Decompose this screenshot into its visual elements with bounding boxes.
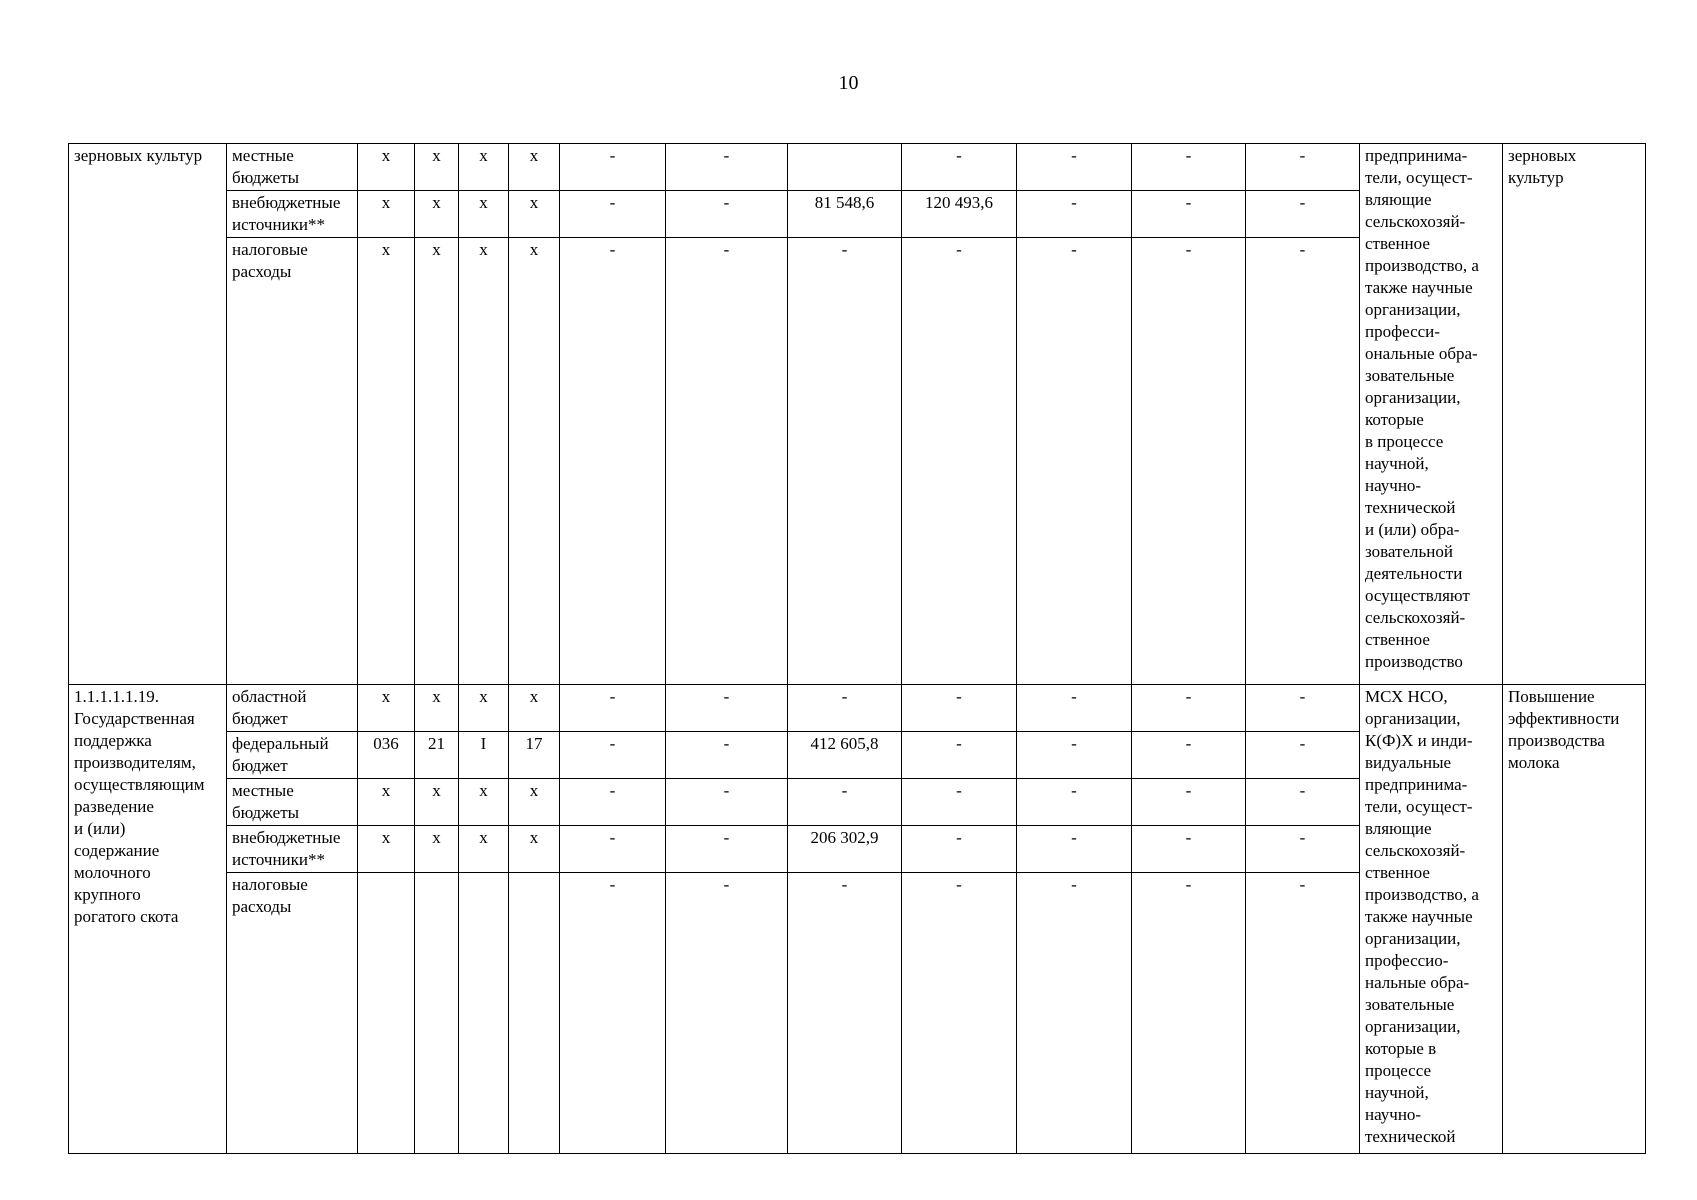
- budget-code-cell: 036: [358, 732, 415, 779]
- funding-value-cell: -: [560, 826, 666, 873]
- funding-value-cell: -: [1132, 826, 1246, 873]
- funding-source-cell: областной бюджет: [227, 685, 358, 732]
- program-table: [68, 143, 1646, 1154]
- budget-code-cell: x: [415, 779, 459, 826]
- executors-cell: предпринима- тели, осущест- вляющие сельскохозяй- ственное производство, а также научные организации, професси- ональные обра- зовательные организации, которые в процессе научной, научно- технической и (или) обра- зовательной деятельности осуществляют сельскохозяй- ственное производство: [1360, 144, 1503, 685]
- budget-code-cell: 17: [509, 732, 560, 779]
- table-body: [69, 144, 1646, 1154]
- budget-code-cell: x: [415, 685, 459, 732]
- funding-value-cell: -: [1132, 873, 1246, 1154]
- budget-code-cell: x: [509, 826, 560, 873]
- budget-code-cell: x: [459, 238, 509, 685]
- funding-value-cell: -: [902, 238, 1017, 685]
- budget-code-cell: x: [459, 191, 509, 238]
- table-row: [69, 144, 1646, 191]
- funding-value-cell: -: [1017, 873, 1132, 1154]
- funding-value-cell: -: [666, 191, 788, 238]
- funding-value-cell: -: [1246, 873, 1360, 1154]
- budget-code-cell: I: [459, 732, 509, 779]
- funding-value-cell: -: [1132, 238, 1246, 685]
- budget-code-cell: [358, 873, 415, 1154]
- funding-value-cell: -: [1246, 732, 1360, 779]
- budget-code-cell: 21: [415, 732, 459, 779]
- budget-code-cell: x: [358, 685, 415, 732]
- funding-value-cell: -: [788, 779, 902, 826]
- budget-code-cell: x: [509, 238, 560, 685]
- table-row: [69, 685, 1646, 732]
- page-number: 10: [838, 72, 859, 94]
- funding-value-cell: -: [560, 732, 666, 779]
- funding-value-cell: -: [560, 685, 666, 732]
- executors-cell: МСХ НСО, организации, К(Ф)Х и инди- видуальные предпринима- тели, осущест- вляющие сельскохозяй- ственное производство, а также научные организации, профессио- нальные обра- зовательные организации, которые в процессе научной, научно- технической: [1360, 685, 1503, 1154]
- funding-value-cell: -: [1246, 191, 1360, 238]
- funding-source-cell: налоговые расходы: [227, 873, 358, 1154]
- budget-code-cell: x: [509, 685, 560, 732]
- funding-value-cell: -: [666, 685, 788, 732]
- funding-value-cell: -: [1246, 685, 1360, 732]
- funding-value-cell: -: [1132, 191, 1246, 238]
- expected-result-cell: зерновых культур: [1503, 144, 1646, 685]
- funding-value-cell: -: [666, 238, 788, 685]
- budget-code-cell: x: [459, 779, 509, 826]
- budget-code-cell: x: [358, 191, 415, 238]
- funding-value-cell: -: [1017, 144, 1132, 191]
- funding-source-cell: местные бюджеты: [227, 779, 358, 826]
- funding-source-cell: федеральный бюджет: [227, 732, 358, 779]
- budget-code-cell: x: [509, 779, 560, 826]
- funding-value-cell: -: [1017, 779, 1132, 826]
- budget-code-cell: x: [415, 826, 459, 873]
- funding-value-cell: -: [788, 238, 902, 685]
- funding-value-cell: -: [1017, 191, 1132, 238]
- funding-value-cell: -: [1017, 685, 1132, 732]
- funding-value-cell: -: [1246, 779, 1360, 826]
- funding-value-cell: -: [788, 873, 902, 1154]
- budget-code-cell: x: [509, 144, 560, 191]
- funding-value-cell: 120 493,6: [902, 191, 1017, 238]
- funding-value-cell: -: [560, 779, 666, 826]
- funding-value-cell: 412 605,8: [788, 732, 902, 779]
- budget-code-cell: x: [459, 685, 509, 732]
- funding-value-cell: -: [902, 873, 1017, 1154]
- funding-value-cell: -: [560, 144, 666, 191]
- funding-value-cell: -: [1132, 685, 1246, 732]
- event-name-cell: 1.1.1.1.1.19. Государственная поддержка производителям, осуществляющим разведение и (или) содержание молочного крупного рогатого скота: [69, 685, 227, 1154]
- budget-code-cell: x: [358, 238, 415, 685]
- funding-value-cell: -: [902, 779, 1017, 826]
- funding-source-cell: местные бюджеты: [227, 144, 358, 191]
- expected-result-cell: Повышение эффективности производства молока: [1503, 685, 1646, 1154]
- funding-value-cell: 206 302,9: [788, 826, 902, 873]
- event-name-cell: зерновых культур: [69, 144, 227, 685]
- funding-value-cell: -: [1246, 144, 1360, 191]
- budget-code-cell: x: [358, 144, 415, 191]
- funding-source-cell: внебюджетные источники**: [227, 826, 358, 873]
- funding-value-cell: -: [1017, 826, 1132, 873]
- funding-value-cell: -: [1017, 732, 1132, 779]
- budget-code-cell: x: [358, 826, 415, 873]
- funding-value-cell: -: [666, 873, 788, 1154]
- budget-code-cell: x: [459, 826, 509, 873]
- funding-value-cell: [788, 144, 902, 191]
- funding-source-cell: внебюджетные источники**: [227, 191, 358, 238]
- budget-code-cell: x: [415, 144, 459, 191]
- funding-value-cell: -: [1017, 238, 1132, 685]
- funding-value-cell: -: [560, 238, 666, 685]
- funding-value-cell: 81 548,6: [788, 191, 902, 238]
- funding-value-cell: -: [1132, 732, 1246, 779]
- budget-code-cell: x: [509, 191, 560, 238]
- funding-value-cell: -: [666, 732, 788, 779]
- funding-source-cell: налоговые расходы: [227, 238, 358, 685]
- funding-value-cell: -: [666, 779, 788, 826]
- budget-code-cell: [459, 873, 509, 1154]
- funding-value-cell: -: [1132, 144, 1246, 191]
- funding-value-cell: -: [1132, 779, 1246, 826]
- funding-value-cell: -: [1246, 826, 1360, 873]
- funding-value-cell: -: [560, 873, 666, 1154]
- funding-value-cell: -: [560, 191, 666, 238]
- funding-value-cell: -: [788, 685, 902, 732]
- budget-code-cell: x: [415, 191, 459, 238]
- funding-value-cell: -: [902, 144, 1017, 191]
- funding-value-cell: -: [666, 144, 788, 191]
- funding-value-cell: -: [1246, 238, 1360, 685]
- funding-value-cell: -: [666, 826, 788, 873]
- budget-code-cell: x: [358, 779, 415, 826]
- funding-value-cell: -: [902, 826, 1017, 873]
- funding-value-cell: -: [902, 732, 1017, 779]
- budget-code-cell: [509, 873, 560, 1154]
- budget-code-cell: [415, 873, 459, 1154]
- budget-code-cell: x: [459, 144, 509, 191]
- funding-value-cell: -: [902, 685, 1017, 732]
- budget-code-cell: x: [415, 238, 459, 685]
